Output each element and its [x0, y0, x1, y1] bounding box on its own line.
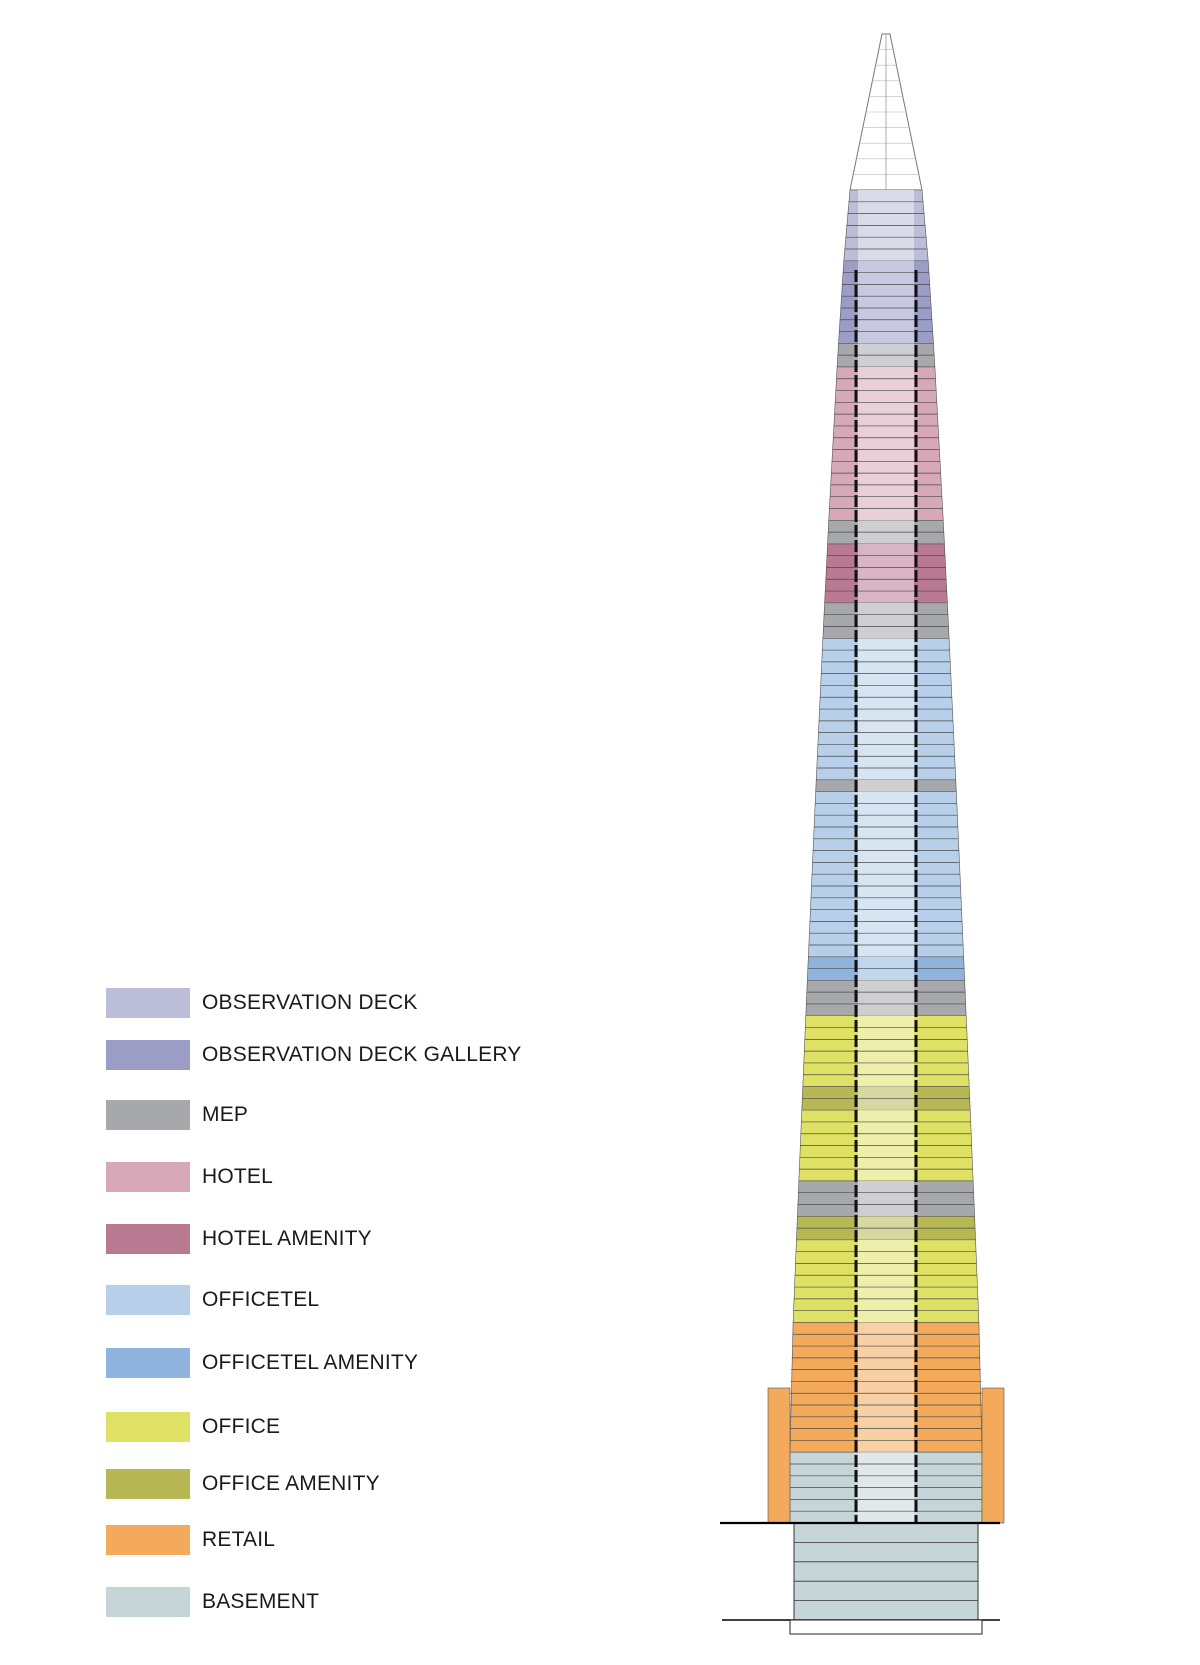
legend-label: OBSERVATION DECK GALLERY: [202, 1043, 522, 1066]
legend-label: OFFICETEL: [202, 1288, 320, 1311]
podium-right: [982, 1388, 1004, 1523]
legend-label: OFFICE: [202, 1415, 281, 1438]
legend-label: BASEMENT: [202, 1590, 320, 1613]
legend-label: HOTEL AMENITY: [202, 1227, 372, 1250]
legend-label: HOTEL: [202, 1165, 274, 1188]
podium-left: [768, 1388, 790, 1523]
legend-label: RETAIL: [202, 1528, 276, 1551]
foundation-slab: [790, 1620, 982, 1634]
legend-label: OFFICETEL AMENITY: [202, 1351, 419, 1374]
legend-label: MEP: [202, 1103, 249, 1126]
legend-label: OFFICE AMENITY: [202, 1472, 380, 1495]
basement-block: [794, 1523, 978, 1620]
legend-label: OBSERVATION DECK: [202, 991, 418, 1014]
